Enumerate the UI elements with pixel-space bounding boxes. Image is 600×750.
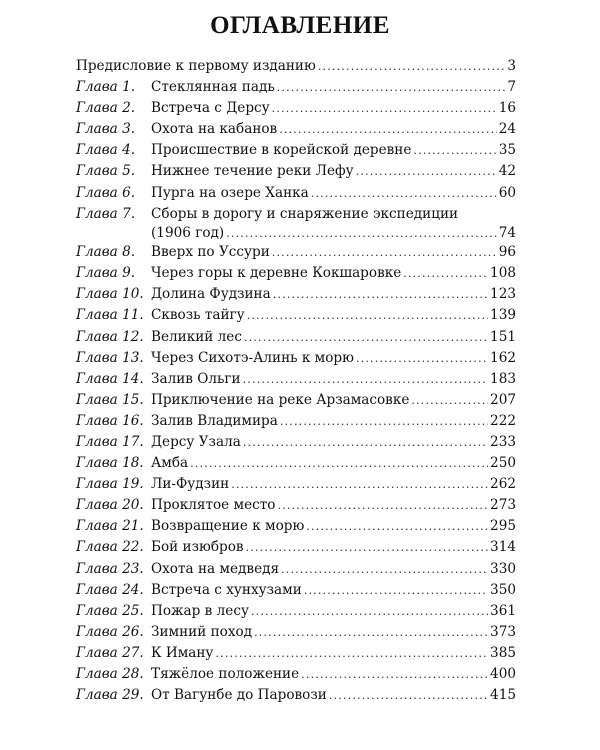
toc-page-number: 42 (498, 163, 516, 180)
dot-leader (244, 327, 488, 348)
chapter-label: Глава 14. (76, 370, 144, 387)
toc-entry[interactable] (76, 305, 516, 326)
dot-leader (251, 601, 488, 622)
toc-page-number: 400 (490, 666, 516, 683)
dot-leader (277, 77, 506, 98)
toc-entry[interactable] (76, 204, 516, 243)
toc-entry[interactable] (76, 77, 516, 98)
toc-entry[interactable] (76, 495, 516, 516)
toc-page-number: 35 (498, 142, 516, 159)
toc-entry[interactable] (76, 664, 516, 685)
chapter-label: Глава 10. (76, 286, 144, 303)
chapter-title: Стеклянная падь (151, 79, 275, 96)
chapter-label: Глава 12. (76, 328, 144, 345)
toc-entry-title: Предисловие к первому изданию (76, 58, 316, 74)
chapter-label: Глава 8. (76, 244, 136, 261)
chapter-label: Глава 21. (76, 518, 144, 535)
toc-page-number: 139 (490, 307, 516, 324)
chapter-label: Глава 23. (76, 560, 144, 577)
toc-page-number: 3 (507, 58, 516, 74)
chapter-title: Встреча с хунхузами (151, 581, 302, 598)
toc-page-number: 74 (498, 224, 516, 241)
toc-page-number: 108 (490, 265, 516, 282)
toc-entry[interactable] (76, 432, 516, 453)
chapter-title: Дерсу Узала (151, 434, 241, 450)
dot-leader (306, 516, 488, 537)
toc-page-number: 330 (490, 560, 516, 577)
chapter-title: От Вагунбе до Паровози (151, 687, 327, 704)
toc-entry[interactable] (76, 98, 516, 119)
chapter-label: Глава 18. (76, 455, 144, 472)
chapter-title: Через Сихотэ-Алинь к морю (151, 349, 354, 366)
chapter-label: Глава 3. (76, 121, 136, 138)
chapter-title: Через горы к деревне Кокшаровке (151, 265, 402, 282)
chapter-label: Глава 15. (76, 391, 144, 408)
toc-entry[interactable] (76, 559, 516, 580)
chapter-label: Глава 17. (76, 434, 144, 450)
chapter-label: Глава 1. (76, 79, 136, 96)
toc-entry[interactable] (76, 411, 516, 432)
toc-entry[interactable] (76, 622, 516, 643)
chapter-label: Глава 28. (76, 666, 144, 683)
chapter-label: Глава 26. (76, 623, 144, 640)
chapter-title: Бой изюбров (151, 539, 244, 556)
chapter-title: Залив Владимира (151, 412, 278, 429)
chapter-label: Глава 22. (76, 539, 144, 556)
chapter-label: Глава 25. (76, 602, 144, 619)
chapter-title: Происшествие в корейской деревне (151, 142, 412, 159)
dot-leader (243, 432, 488, 453)
toc-entry[interactable] (76, 390, 516, 411)
chapter-title: К Иману (151, 644, 214, 661)
dot-leader (190, 453, 488, 474)
chapter-title: Амба (151, 455, 189, 472)
dot-leader (304, 580, 488, 601)
toc-entry[interactable] (76, 474, 516, 495)
toc-entry[interactable] (76, 161, 516, 182)
toc-entry-preface[interactable] (76, 56, 516, 77)
chapter-title: Залив Ольги (151, 370, 241, 387)
toc-page-number: 385 (490, 644, 516, 661)
toc-page-number: 295 (490, 518, 516, 535)
table-of-contents (76, 56, 516, 706)
dot-leader (273, 284, 488, 305)
toc-page-number: 250 (490, 455, 516, 472)
toc-page-number: 16 (498, 100, 516, 117)
chapter-title: Долина Фудзина (151, 286, 271, 303)
toc-entry[interactable] (76, 601, 516, 622)
toc-entry[interactable] (76, 643, 516, 664)
toc-page-number: 373 (490, 623, 516, 640)
toc-page-number: 314 (490, 539, 516, 556)
dot-leader (231, 474, 488, 495)
toc-entry[interactable] (76, 369, 516, 390)
toc-page-number: 7 (507, 79, 516, 96)
dot-leader (281, 559, 488, 580)
toc-page-number: 361 (490, 602, 516, 619)
chapter-title: Охота на медведя (151, 560, 280, 577)
toc-page-number: 207 (490, 391, 516, 408)
toc-page-number: 350 (490, 581, 516, 598)
chapter-title: Пурга на озере Ханка (151, 184, 309, 201)
chapter-title: Великий лес (151, 328, 242, 345)
toc-page-number: 24 (498, 121, 516, 138)
chapter-title-continued: (1906 год) (151, 224, 225, 241)
toc-entry[interactable] (76, 516, 516, 537)
toc-page-number: 262 (490, 476, 516, 493)
dot-leader (226, 225, 496, 242)
chapter-title: Вверх по Уссури (151, 244, 270, 261)
dot-leader (243, 369, 488, 390)
chapter-title: Зимний поход (151, 623, 253, 640)
toc-page-number: 151 (490, 328, 516, 345)
dot-leader (279, 119, 496, 140)
toc-entry[interactable] (76, 183, 516, 204)
dot-leader (277, 495, 488, 516)
chapter-label: Глава 29. (76, 687, 144, 704)
dot-leader (356, 348, 488, 369)
dot-leader (247, 305, 488, 326)
dot-leader (356, 161, 497, 182)
toc-entry[interactable] (76, 327, 516, 348)
toc-entry[interactable] (76, 685, 516, 706)
chapter-title: Возвращение к морю (151, 518, 305, 535)
dot-leader (280, 411, 488, 432)
toc-entry[interactable] (76, 580, 516, 601)
dot-leader (254, 622, 488, 643)
dot-leader (413, 140, 496, 161)
toc-page-number: 415 (490, 687, 516, 704)
dot-leader (411, 390, 488, 411)
chapter-title: Охота на кабанов (151, 121, 278, 138)
chapter-title: Сборы в дорогу и снаряжение экспедиции (151, 205, 459, 222)
dot-leader (272, 242, 497, 263)
chapter-label: Глава 13. (76, 349, 144, 366)
chapter-label: Глава 4. (76, 142, 136, 159)
chapter-title: Сквозь тайгу (151, 307, 245, 324)
toc-page-number: 183 (490, 370, 516, 387)
chapter-label: Глава 27. (76, 644, 144, 661)
chapter-label: Глава 6. (76, 184, 136, 201)
toc-entry[interactable] (76, 263, 516, 284)
chapter-label: Глава 2. (76, 100, 136, 117)
chapter-title: Тяжёлое положение (151, 666, 300, 683)
dot-leader (215, 643, 488, 664)
chapter-title: Встреча с Дерсу (151, 100, 270, 117)
chapter-label: Глава 19. (76, 476, 144, 493)
dot-leader (311, 183, 497, 204)
dot-leader (246, 537, 488, 558)
toc-entry[interactable] (76, 119, 516, 140)
dot-leader (318, 56, 506, 77)
toc-entry[interactable] (76, 348, 516, 369)
dot-leader (403, 263, 488, 284)
dot-leader (301, 664, 488, 685)
toc-entry[interactable] (76, 537, 516, 558)
chapter-label: Глава 16. (76, 412, 144, 429)
chapter-label: Глава 20. (76, 497, 144, 514)
toc-page-number: 96 (498, 244, 516, 261)
toc-entry[interactable] (76, 140, 516, 161)
toc-entry[interactable] (76, 284, 516, 305)
toc-page-number: 273 (490, 497, 516, 514)
page-title: ОГЛАВЛЕНИЕ (210, 12, 390, 39)
chapter-title: Пожар в лесу (151, 602, 249, 619)
dot-leader (329, 685, 488, 706)
chapter-label: Глава 5. (76, 163, 136, 180)
chapter-title: Проклятое место (151, 497, 276, 514)
chapter-title: Ли-Фудзин (151, 476, 230, 493)
chapter-label: Глава 11. (76, 307, 144, 324)
toc-entry[interactable] (76, 453, 516, 474)
toc-page-number: 162 (490, 349, 516, 366)
chapter-label: Глава 24. (76, 581, 144, 598)
chapter-label: Глава 9. (76, 265, 136, 282)
dot-leader (272, 98, 497, 119)
toc-entry[interactable] (76, 242, 516, 263)
toc-page-number: 60 (498, 184, 516, 201)
toc-page-number: 233 (490, 434, 516, 450)
chapter-label: Глава 7. (76, 205, 136, 222)
toc-page-number: 123 (490, 286, 516, 303)
toc-page-number: 222 (490, 412, 516, 429)
chapter-title: Приключение на реке Арзамасовке (151, 391, 410, 408)
chapter-title: Нижнее течение реки Лефу (151, 163, 354, 180)
